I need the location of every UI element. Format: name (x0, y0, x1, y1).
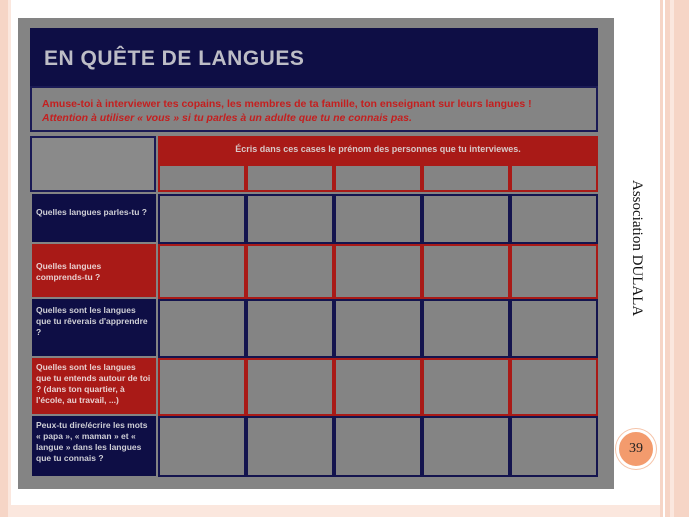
side-caption (628, 180, 668, 350)
answer-cell (510, 299, 598, 358)
answer-cell (422, 299, 510, 358)
name-cell (334, 164, 422, 192)
name-cell (422, 164, 510, 192)
answer-cell (158, 244, 246, 299)
answer-cell (510, 244, 598, 299)
name-cell (510, 164, 598, 192)
answer-cell (510, 416, 598, 477)
answer-cell (246, 358, 334, 416)
intro-text: Amuse-toi à interviewer tes copains, les membres de ta famille, ton enseignant sur leurs langues ! (42, 98, 532, 110)
answer-cell (422, 194, 510, 244)
answer-cell (334, 416, 422, 477)
answer-cell (334, 299, 422, 358)
question-label: Quelles langues comprends-tu ? (32, 244, 156, 297)
answer-cell (246, 299, 334, 358)
answer-cell (158, 416, 246, 477)
answer-cell (158, 358, 246, 416)
answer-cell (422, 244, 510, 299)
page-number-badge: 39 (616, 429, 656, 469)
slide-left-border (0, 0, 8, 517)
answer-cell (334, 194, 422, 244)
name-cell (246, 164, 334, 192)
worksheet-title: EN QUÊTE DE LANGUES (44, 47, 305, 70)
answer-cell (334, 244, 422, 299)
answer-cell (246, 194, 334, 244)
question-label: Peux-tu dire/écrire les mots « papa », « maman » et « langue » dans les langues que tu connais ? (32, 416, 156, 476)
worksheet-image (18, 18, 614, 489)
answer-cell (334, 358, 422, 416)
answer-cell (246, 416, 334, 477)
answer-cell (510, 358, 598, 416)
answer-cell (158, 194, 246, 244)
answer-cell (510, 194, 598, 244)
name-cell (158, 164, 246, 192)
answer-cell (422, 358, 510, 416)
answer-cell (246, 244, 334, 299)
association-name: Association DULALA (629, 180, 645, 317)
header-instruction: Écris dans ces cases le prénom des personnes que tu interviewes. (235, 144, 521, 154)
question-label: Quelles sont les langues que tu rêverais d'apprendre ? (32, 299, 156, 356)
question-label: Quelles langues parles-tu ? (32, 194, 156, 242)
question-label: Quelles sont les langues que tu entends autour de toi ? (dans ton quartier, à l'école, au travail, ...) (32, 358, 156, 414)
intro-warning: Attention à utiliser « vous » si tu parles à un adulte que tu ne connais pas. (42, 112, 412, 124)
answer-cell (422, 416, 510, 477)
table-corner (30, 136, 156, 192)
slide-bottom-border (8, 505, 660, 517)
answer-cell (158, 299, 246, 358)
